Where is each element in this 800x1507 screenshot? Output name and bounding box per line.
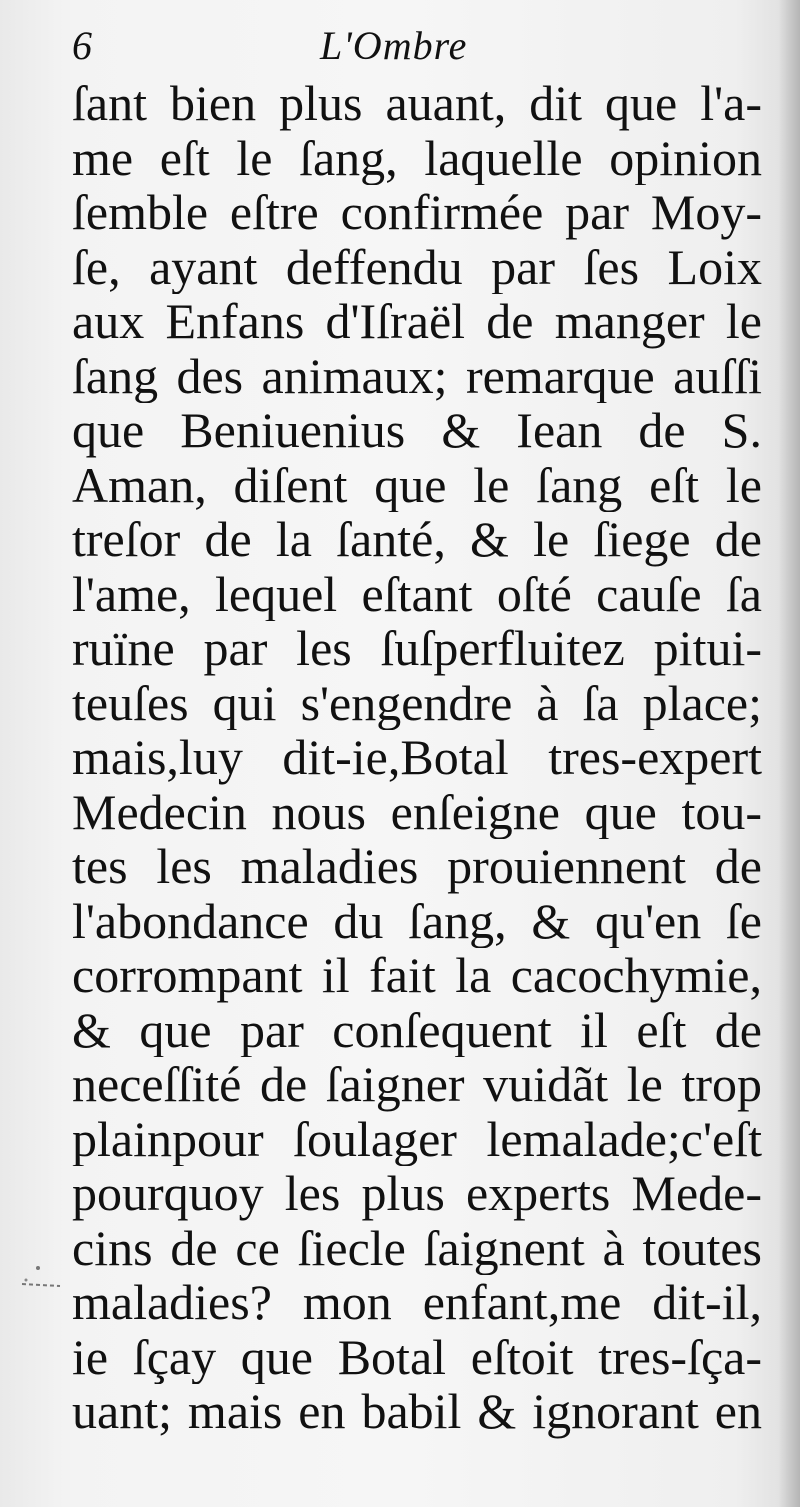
text-line: l'abondance du ſang, & qu'en ſe (72, 893, 762, 948)
page-header (72, 18, 762, 74)
text-line: uant; mais en babil & ignorant en (72, 1384, 762, 1439)
margin-pencil-mark (20, 1262, 70, 1302)
text-line: ſe, ayant deffendu par ſes Loix (72, 239, 762, 294)
text-line: pourquoy les plus experts Mede- (72, 1166, 762, 1221)
text-line: que Beniuenius & Iean de S. (72, 403, 762, 458)
page-number: 6 (72, 23, 92, 68)
text-line: ruïne par les ſuſperfluitez pitui- (72, 621, 762, 676)
text-line: ie ſçay que Botal eſtoit tres-ſça- (72, 1329, 762, 1384)
body-text (72, 76, 762, 1439)
text-line: ſang des animaux; remarque auſſi (72, 348, 762, 403)
text-line: & que par conſequent il eſt de (72, 1002, 762, 1057)
text-line: plainpour ſoulager lemalade;c'eſt (72, 1111, 762, 1166)
text-line: ſemble eſtre confirmée par Moy- (72, 185, 762, 240)
text-line: Medecin nous enſeigne que tou- (72, 784, 762, 839)
text-line: maladies? mon enfant,me dit-il, (72, 1275, 762, 1330)
text-line: aux Enfans d'Iſraël de manger le (72, 294, 762, 349)
text-line: neceſſité de ſaigner vuidãt le trop (72, 1057, 762, 1112)
text-line: mais,luy dit-ie,Botal tres-expert (72, 730, 762, 785)
running-title: L'Ombre (320, 23, 468, 68)
text-line: cins de ce ſiecle ſaignent à toutes (72, 1220, 762, 1275)
text-line: Aman, diſent que le ſang eſt le (72, 457, 762, 512)
text-line: me eſt le ſang, laquelle opinion (72, 130, 762, 185)
text-line: ſant bien plus auant, dit que l'a- (72, 76, 762, 131)
text-line: treſor de la ſanté, & le ſiege de (72, 512, 762, 567)
page-edge-shadow (778, 0, 800, 1507)
text-line: corrompant il fait la cacochymie, (72, 948, 762, 1003)
text-line: l'ame, lequel eſtant oſté cauſe ſa (72, 566, 762, 621)
text-line: tes les maladies prouiennent de (72, 839, 762, 894)
text-line: teuſes qui s'engendre à ſa place; (72, 675, 762, 730)
